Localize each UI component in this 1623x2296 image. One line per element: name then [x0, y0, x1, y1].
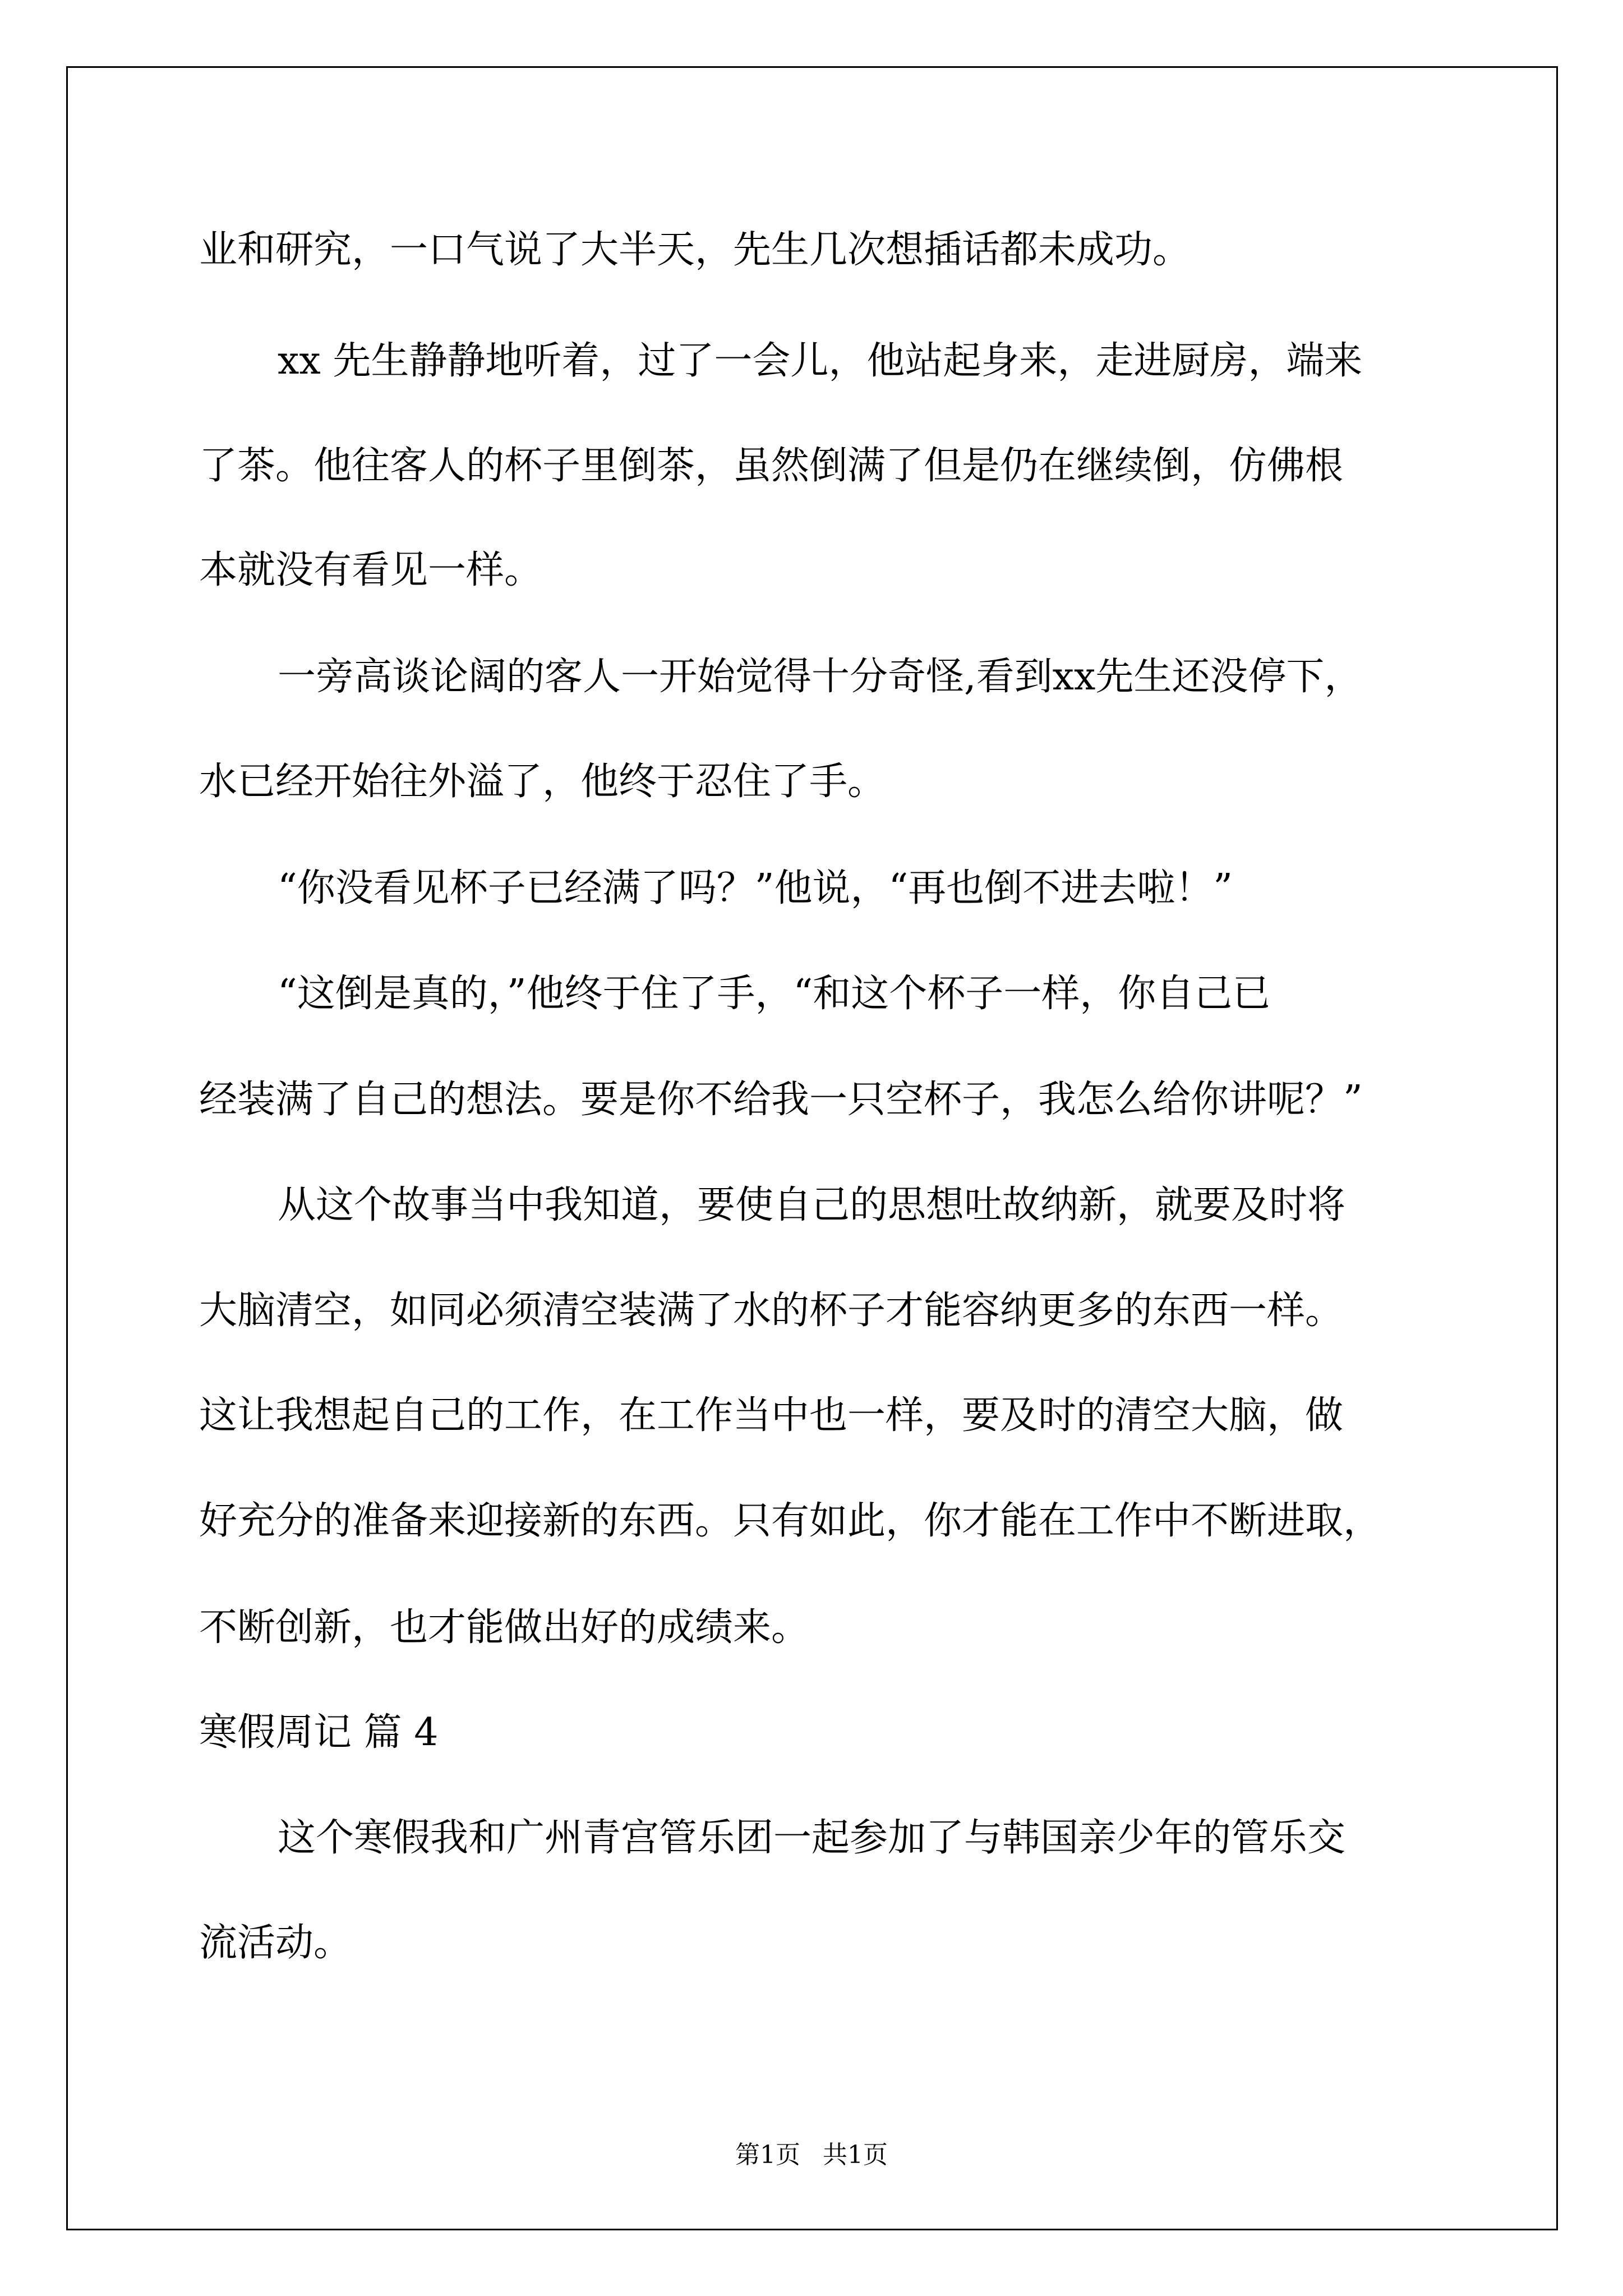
text-line: 水已经开始往外溢了，他终于忍住了手。: [199, 760, 886, 804]
text-line: xx 先生静静地听着，过了一会儿，他站起身来，走进厨房，端来: [278, 339, 1363, 383]
text-line: 一旁高谈论阔的客人一开始觉得十分奇怪,看到xx先生还没停下，: [278, 655, 1363, 699]
text-line: 不断创新，也才能做出好的成绩来。: [199, 1605, 810, 1650]
text-line: “你没看见杯子已经满了吗？”他说，“再也倒不进去啦！”: [278, 866, 1233, 910]
text-line: 这让我想起自己的工作，在工作当中也一样，要及时的清空大脑，做: [199, 1393, 1344, 1438]
text-line: 本就没有看见一样。: [199, 548, 543, 592]
text-line: “这倒是真的，”他终于住了手，“和这个杯子一样，你自己已: [278, 972, 1271, 1016]
page-number: 第1页: [735, 2141, 800, 2169]
section-heading: 寒假周记 篇 4: [199, 1710, 439, 1755]
text-line: 流活动。: [199, 1921, 352, 1965]
text-line: 好充分的准备来迎接新的东西。只有如此，你才能在工作中不断进取，: [199, 1499, 1382, 1543]
page-footer: [0, 2143, 1623, 2168]
text-line: 大脑清空，如同必须清空装满了水的杯子才能容纳更多的东西一样。: [199, 1289, 1344, 1333]
page-total: 共1页: [823, 2141, 888, 2169]
text-line: 经装满了自己的想法。要是你不给我一只空杯子，我怎么给你讲呢？”: [199, 1078, 1363, 1122]
text-line: 这个寒假我和广州青宫管乐团一起参加了与韩国亲少年的管乐交: [278, 1816, 1346, 1860]
text-line: 了茶。他往客人的杯子里倒茶，虽然倒满了但是仍在继续倒，仿佛根: [199, 444, 1344, 488]
text-line: 从这个故事当中我知道，要使自己的思想吐故纳新，就要及时将: [278, 1183, 1346, 1227]
text-line: 业和研究，一口气说了大半天，先生几次想插话都未成功。: [199, 228, 1191, 272]
page-border: [66, 66, 1558, 2230]
